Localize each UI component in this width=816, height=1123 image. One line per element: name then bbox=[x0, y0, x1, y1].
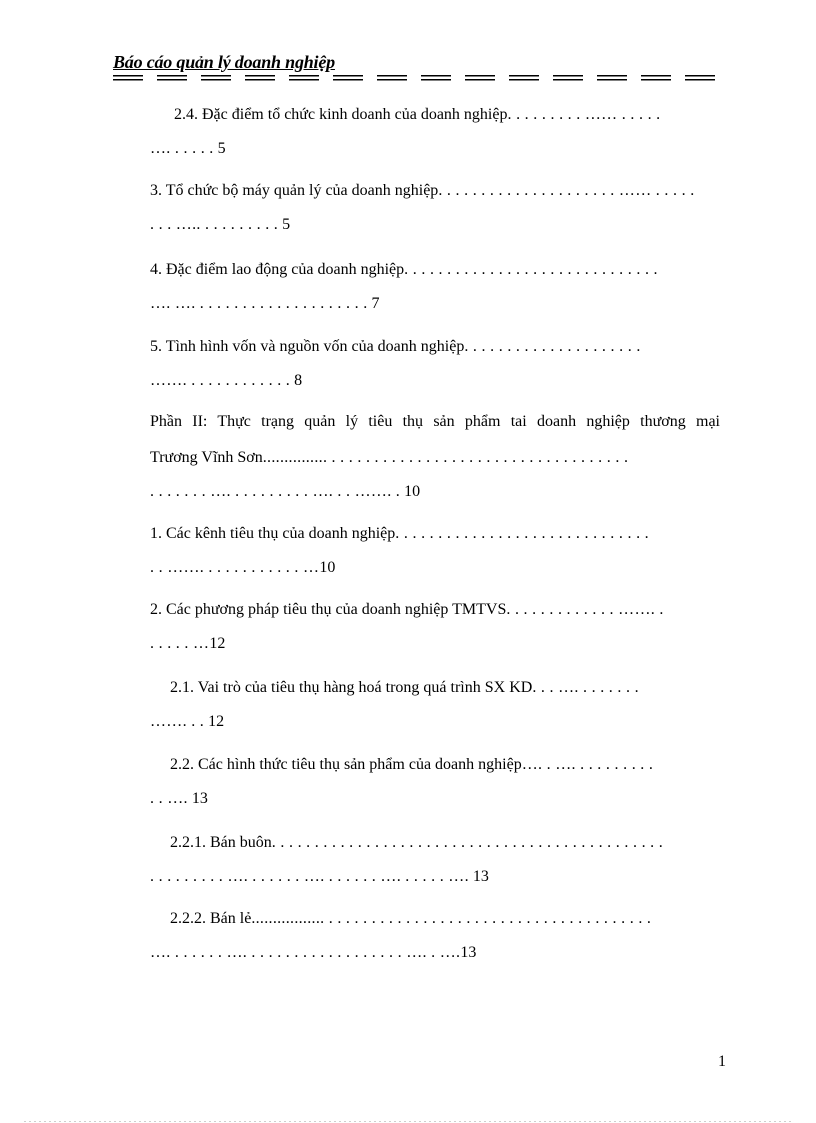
toc-page-number: 13 bbox=[460, 944, 477, 961]
toc-entry-text: 2.2.2. Bán lẻ bbox=[170, 910, 252, 927]
toc-entry-line bbox=[150, 481, 720, 503]
toc-entry-line bbox=[150, 180, 720, 202]
toc-leader: . . . . . . . . . . . . . . . . . . . . . …… . . . . . bbox=[438, 182, 695, 199]
toc-leader: ................. . . . . . . . . . . . . . . . . . . . . . . . . . . . . . . . . . . . . . . bbox=[251, 910, 652, 927]
toc-leader: . . . . . . . . . …… . . . . . bbox=[507, 106, 661, 123]
toc-entry-line bbox=[150, 599, 720, 621]
toc-leader: . . . . . . . . . . . . . . . . . . . . . . . . . . . . . . bbox=[404, 261, 658, 278]
toc-entry-line bbox=[150, 214, 720, 236]
toc-entry-line bbox=[150, 866, 720, 888]
toc-entry-text: 2.2. Các hình thức tiêu thụ sản phẩm của doanh nghiệp bbox=[170, 756, 522, 773]
toc-entry-line bbox=[150, 523, 720, 545]
toc-entry-line bbox=[150, 293, 720, 315]
toc-leader: . . . …. . . . . . . . bbox=[532, 679, 639, 696]
toc-page-number: 7 bbox=[371, 295, 380, 312]
toc-leader: . . …. bbox=[150, 790, 188, 807]
toc-entry-line bbox=[150, 336, 720, 358]
toc-page-number: 5 bbox=[282, 216, 291, 233]
toc-leader: . . ……. . . . . . . . . . . . … bbox=[150, 559, 320, 576]
toc-entry-text: 2.2.1. Bán buôn bbox=[170, 834, 272, 851]
toc-leader: ……. . . bbox=[150, 713, 205, 730]
toc-leader: …. . . . . . . …. . . . . . . . . . . . . . . . . . . …. . …. bbox=[150, 944, 461, 961]
toc-entry-text: 2.4. Đặc điểm tổ chức kinh doanh của doanh nghiệp bbox=[174, 106, 508, 123]
toc-leader: ............... . . . . . . . . . . . . . . . . . . . . . . . . . . . . . . . . . . . bbox=[262, 449, 629, 466]
toc-leader: . . . . . . . . . . . . . . . . . . . . . bbox=[464, 338, 641, 355]
toc-leader: . . . ….. . . . . . . . . . bbox=[150, 216, 279, 233]
toc-entry-line bbox=[150, 557, 720, 579]
toc-leader: ……. . . . . . . . . . . . . bbox=[150, 372, 291, 389]
toc-entry-text: 2. Các phương pháp tiêu thụ của doanh nghiệp TMTVS bbox=[150, 601, 507, 618]
toc-page-number: 8 bbox=[294, 372, 303, 389]
toc-leader: …. …. . . . . . . . . . . . . . . . . . . . . bbox=[150, 295, 368, 312]
page-header bbox=[113, 52, 719, 82]
toc-leader: . . . . . . . . . . . . . . . . . . . . . . . . . . . . . . bbox=[395, 525, 649, 542]
toc-leader: …. . . . . . bbox=[150, 140, 214, 157]
page-number: 1 bbox=[718, 1053, 726, 1070]
toc-leader: . . . . . … bbox=[150, 635, 210, 652]
toc-entry-line bbox=[174, 104, 720, 126]
toc-entry-text: 5. Tình hình vốn và nguồn vốn của doanh nghiệp bbox=[150, 338, 465, 355]
toc-entry-line bbox=[150, 788, 720, 810]
toc-entry-line bbox=[150, 633, 720, 655]
toc-entry-text: Phần II: Thực trạng quản lý tiêu thụ sản phẩm tai doanh nghiệp thương mại bbox=[150, 413, 720, 430]
toc-entry-line bbox=[150, 447, 720, 469]
toc-entry-line bbox=[170, 677, 720, 699]
toc-entry-line bbox=[150, 370, 720, 392]
toc-entry-text: 3. Tổ chức bộ máy quản lý của doanh nghiệp bbox=[150, 182, 439, 199]
toc-entry-text: 2.1. Vai trò của tiêu thụ hàng hoá trong quá trình SX KD bbox=[170, 679, 533, 696]
toc-entry-text: 1. Các kênh tiêu thụ của doanh nghiệp bbox=[150, 525, 396, 542]
toc-leader: . . . . . . . . . . . . . ……. . bbox=[506, 601, 664, 618]
toc-leader: …. . …. . . . . . . . . . bbox=[521, 756, 654, 773]
toc-entry-line bbox=[170, 754, 720, 776]
toc-entry-line bbox=[170, 832, 720, 854]
toc-entry-line bbox=[150, 711, 720, 733]
toc-entry-line bbox=[150, 259, 720, 281]
toc-entry-line bbox=[150, 942, 720, 964]
toc-entry-text: 4. Đặc điểm lao động của doanh nghiệp bbox=[150, 261, 405, 278]
toc-page-number: 10 bbox=[319, 559, 336, 576]
toc-page-number: 13 bbox=[191, 790, 208, 807]
header-rule bbox=[113, 75, 719, 81]
toc-page-number: 12 bbox=[209, 635, 226, 652]
header-title: Báo cáo quản lý doanh nghiệp bbox=[113, 52, 335, 72]
toc-leader: . . . . . . . …. . . . . . . . . . …. . . ……. . bbox=[150, 483, 401, 500]
toc-leader: . . . . . . . . . . . . . . . . . . . . . . . . . . . . . . . . . . . . . . . . . . . . . . bbox=[271, 834, 664, 851]
toc-page-number: 12 bbox=[208, 713, 225, 730]
toc-page-number: 5 bbox=[217, 140, 226, 157]
toc-page-number: 13 bbox=[472, 868, 489, 885]
toc-page-number: 10 bbox=[404, 483, 421, 500]
toc-leader: . . . . . . . . . …. . . . . . . …. . . . . . . …. . . . . . …. bbox=[150, 868, 469, 885]
footer-rule bbox=[24, 1121, 792, 1122]
toc-entry-text-continued: Trương Vĩnh Sơn bbox=[150, 449, 263, 466]
toc-entry-line bbox=[150, 138, 720, 160]
toc-entry-line bbox=[150, 411, 720, 433]
toc-entry-line bbox=[170, 908, 720, 930]
